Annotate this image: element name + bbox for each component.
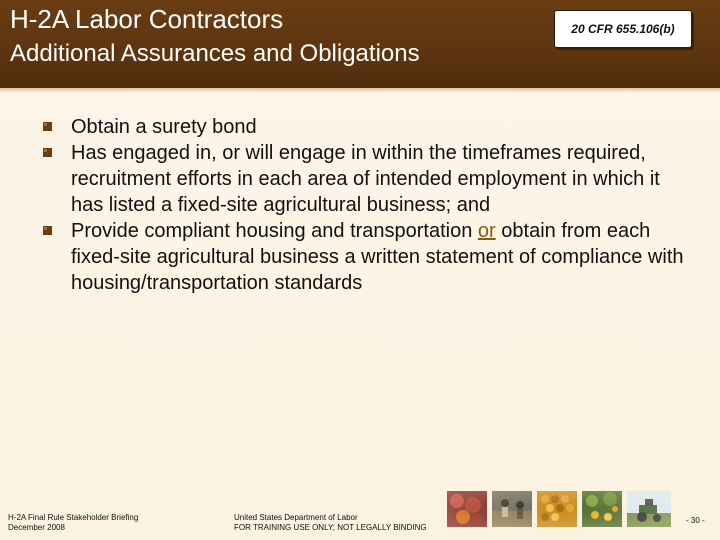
footer-department: [234, 513, 427, 533]
citation-badge: 20 CFR 655.106(b): [554, 10, 692, 48]
slide-subtitle: Additional Assurances and Obligations: [10, 40, 420, 67]
footer-disclaimer: FOR TRAINING USE ONLY; NOT LEGALLY BINDING: [234, 523, 427, 532]
square-bullet-icon: [42, 147, 53, 158]
page-number: - 30 -: [686, 516, 705, 525]
bullet-text-after: obtain from each fixed-site agricultural business a written statement of compliance with housing/transportation standards: [71, 220, 684, 294]
footer-briefing-date: December 2008: [8, 523, 65, 532]
bullet-text: Has engaged in, or will engage in within the timeframes required, recruitment efforts in each area of intended employment in which it has listed a fixed-site agricultural business; and: [71, 142, 660, 216]
bullet-item: [42, 114, 692, 140]
bullet-item: [42, 140, 692, 218]
slide-title: H-2A Labor Contractors: [10, 4, 284, 34]
bullet-text: Obtain a surety bond: [71, 116, 257, 138]
header-divider: [0, 88, 720, 92]
footer-briefing: [8, 513, 138, 533]
bullet-list: [42, 114, 692, 296]
footer-briefing-title: H-2A Final Rule Stakeholder Briefing: [8, 513, 139, 522]
square-bullet-icon: [42, 225, 53, 236]
bullet-item: [42, 218, 692, 296]
or-emphasis-link[interactable]: or: [477, 220, 496, 242]
footer-department-name: United States Department of Labor: [234, 513, 358, 522]
photo-strip: [445, 487, 675, 531]
title-bar: [0, 0, 720, 88]
square-bullet-icon: [42, 121, 53, 132]
bullet-text-before: Provide compliant housing and transportation: [71, 220, 478, 242]
